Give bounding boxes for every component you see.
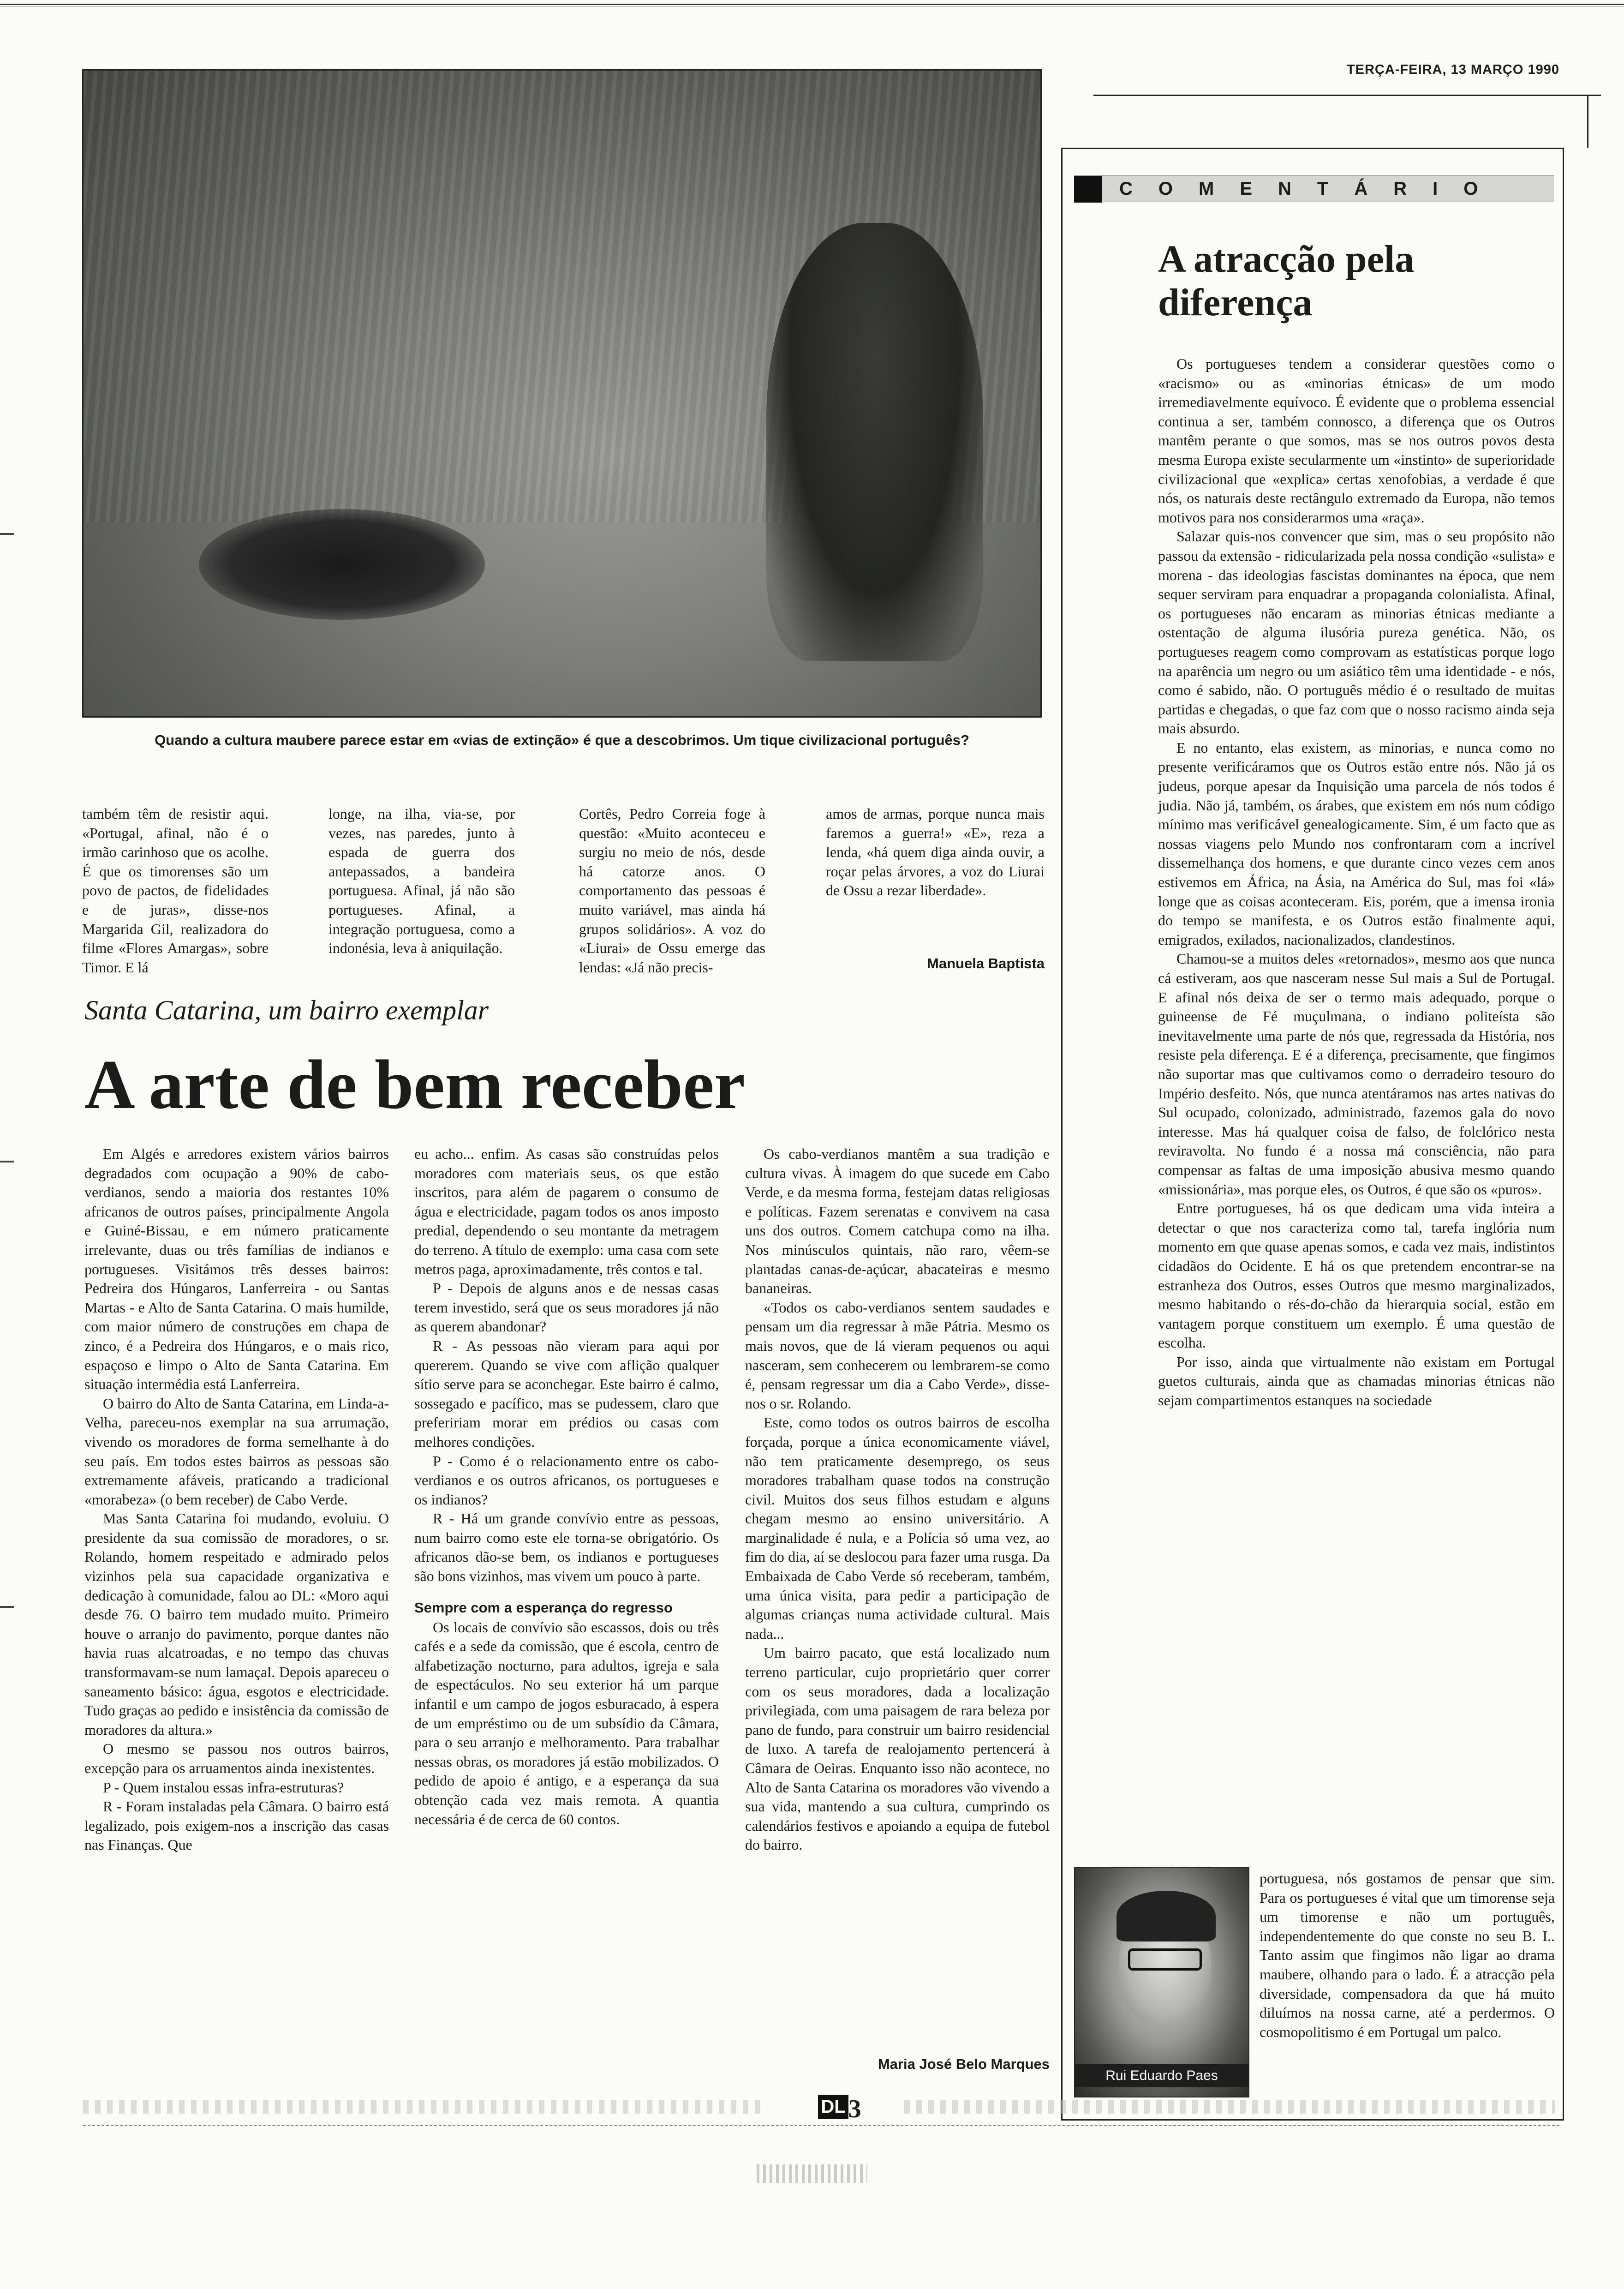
section-tag-label: COMENTÁRIO: [1119, 179, 1504, 199]
portrait-hair: [1116, 1891, 1216, 1941]
timor-paragraph: amos de armas, porque nunca mais faremos a guerra!» «E», reza a lenda, «há quem diga ainda ouvir, a roçar pelas árvores, a voz do Liurai de Ossu a rezar liberdade».: [826, 805, 1045, 899]
article-paragraph: P - Quem instalou essas infra-estruturas?: [103, 1779, 344, 1796]
article-paragraph: Este, como todos os outros bairros de escolha forçada, porque a única economicamente viável, não tem praticamente desemprego, os seus moradores trabalham quase todos na construção civil. Muitos dos seus filhos estudam e alguns chegam mesmo ao ensino universitário. A marginalidade é nula, e a Polícia só uma vez, ao fim do dia, aí se deslocou para fazer uma rusga. Da Embaixada de Cabo Verde só receberam, também, uma única visita, para pedir a participação de algumas crianças numa actividade cultural. Mais nada...: [745, 1414, 1050, 1642]
news-photo: [82, 69, 1042, 718]
bleed-through-text: [83, 2100, 766, 2114]
article-paragraph: P - Como é o relacionamento entre os cabo-verdianos e os outros africanos, os portugueses e os indianos?: [414, 1452, 719, 1508]
article-paragraph: R - Foram instaladas pela Câmara. O bairro está legalizado, pois exigem-nos a inscrição das casas nas Finanças. Que: [84, 1798, 389, 1853]
masthead-logo: DL: [818, 2095, 848, 2119]
article-paragraph: O bairro do Alto de Santa Catarina, em Linda-a-Velha, pareceu-nos exemplar na sua arrumação, vivendo os moradores de forma semelhante à do seu país. Em todos estes bairros as pessoas são extremamente afáveis, praticando a tradicional «morabeza» (o bem receber) de Cabo Verde.: [84, 1395, 389, 1508]
comment-paragraph: Salazar quis-nos convencer que sim, mas o seu propósito não passou da extensão - ridicularizada pela nossa condição «sulista» e morena - das ideologias fascistas dominantes na época, que nem sequer serviram para enquadrar a propaganda colonialista. Afinal, os portugueses não encaram as minorias étnicas mediante a ostentação de alguma ilusória pureza genética. Não, os portugueses reagem como comprovam as estatísticas porque logo na aparência um negro ou um asiático têm uma identidade - e nós, como é sabido, não. O português médio é o resultado de muitas partidas e chegadas, o que faz com que o nosso racismo ainda seja mais absurdo.: [1158, 528, 1555, 737]
margin-tick: [0, 533, 14, 535]
comment-paragraph: Entre portugueses, há os que dedicam uma vida inteira a detectar o que nos caracteriza como tal, tarefa inglória num momento em que quase apenas somos, e cada vez mais, indistintos cidadãos do Ocidente. E há os que pretendem encontrar-se na estranheza dos Outros, esses Outros que mesmo marginalizados, mesmo habitando o rés-do-chão da hierarquia social, estão em vantagem porque constituem um exemplo. É uma questão de escolha.: [1158, 1200, 1555, 1351]
comment-body: [1158, 354, 1555, 1410]
timor-article-col2: [328, 804, 515, 958]
section-tag-square: [1074, 176, 1102, 203]
article-paragraph: Mas Santa Catarina foi mudando, evoluiu. O presidente da sua comissão de moradores, o sr. Rolando, homem respeitado e admirado pelos vizinhos pela sua capacidade organizativa e dedicação à comunidade, falou ao DL: «Moro aqui desde 76. O bairro tem mudado muito. Primeiro houve o arranjo do pavimento, porque dantes não havia ruas alcatroadas, e no tempo das chuvas transformavam-se num lamaçal. Depois apareceu o saneamento básico: água, esgotos e electricidade. Tudo graças ao pedido e insistência da comissão de moradores da altura.»: [84, 1510, 389, 1738]
article-paragraph: Em Algés e arredores existem vários bairros degradados com ocupação a 90% de cabo-verdianos, sendo a maioria dos restantes 10% africanos de outros países, principalmente Angola e Guiné-Bissau, e em número praticamente irrelevante, duas ou três famílias de indianos e portugueses. Visitámos três desses bairros: Pedreira dos Húngaros, Lanferreira - ou Santas Martas - e Alto de Santa Catarina. O mais humilde, com maior número de construções em chapa de zinco, é a Pedreira dos Húngaros, e o mais rico, espaçoso e limpo o Alto de Santa Catarina. Em situação intermédia está Lanferreira.: [84, 1145, 389, 1393]
page-number: [780, 2094, 900, 2127]
bleed-through-text: [904, 2100, 1555, 2114]
comment-paragraph: Por isso, ainda que virtualmente não existam em Portugal guetos culturais, ainda que as chamadas minorias étnicas não sejam compartimentos estanques na sociedade: [1158, 1353, 1555, 1409]
santa-catarina-author: Maria José Belo Marques: [878, 2056, 1050, 2072]
dateline-rule: [1093, 95, 1601, 96]
author-portrait: [1074, 1867, 1249, 2097]
top-border-rule: [0, 4, 1624, 6]
article-paragraph: R - Há um grande convívio entre as pessoas, num bairro como este ele torna-se obrigatório. Os africanos dão-se bem, os indianos e portugueses são bons vizinhos, mas vivem um pouco à parte.: [414, 1510, 719, 1585]
article-headline: A arte de bem receber: [84, 1046, 746, 1123]
article-paragraph: P - Depois de alguns anos e de nessas casas terem investido, será que os seus moradores já não as querem abandonar?: [414, 1280, 719, 1335]
dateline: TERÇA-FEIRA, 13 MARÇO 1990: [1346, 62, 1559, 77]
comment-body-tail: [1260, 1869, 1555, 2042]
article-subhead: Sempre com a esperança do regresso: [414, 1599, 673, 1616]
timor-article-col4: [826, 804, 1045, 900]
timor-article-col1: [82, 804, 269, 977]
timor-paragraph: longe, na ilha, via-se, por vezes, nas paredes, junto à espada de guerra dos antepassados, a bandeira portuguesa. Afinal, já não são portugueses. Afinal, a integração portuguesa, como a indonésia, leva à aniquilação.: [328, 805, 515, 957]
portrait-caption: Rui Eduardo Paes: [1075, 2064, 1248, 2087]
photo-seated-figure: [766, 223, 983, 661]
page-number-value: 3: [848, 2095, 861, 2123]
santa-catarina-col1: [84, 1144, 389, 1855]
article-paragraph: Um bairro pacato, que está localizado num terreno particular, cujo proprietário quer correr com os seus moradores, dada a localização privilegiada, com uma paisagem de rara beleza por pano de fundo, para construir um bairro residencial de luxo. A tarefa de realojamento pertencerá à Câmara de Oeiras. Enquanto isso não acontece, no Alto de Santa Catarina os moradores vão vivendo a sua vida, mantendo a sua cultura, cumprindo os calendários festivos e apoiando a equipa de futebol do bairro.: [745, 1644, 1050, 1853]
bottom-rule: [83, 2125, 1559, 2126]
timor-paragraph: também têm de resistir aqui. «Portugal, afinal, não é o irmão carinhoso que os acolhe. É que os timorenses são um povo de pactos, de fidelidades e de juras», disse-nos Margarida Gil, realizadora do filme «Flores Amargas», sobre Timor. E lá: [82, 805, 269, 976]
comment-title: A atracção pela diferença: [1158, 238, 1415, 324]
margin-tick: [0, 1161, 14, 1162]
comment-paragraph: E no entanto, elas existem, as minorias, e nunca como no presente verificáramos que os Outros estão entre nós. Não já os judeus, porque apesar da Inquisição uma parcela de nós todos é judia. Não já, também, os árabes, que existem em nós num código mínimo mas verificável genealogicamente. Sim, é um facto que as nossas viagens pelo Mundo nos confrontaram com a incrível dissemelhança dos homens, e que durante cinco vezes cem anos estivemos em África, na Ásia, na América do Sul, mas foi «lá» longe que as coisas aconteceram. Eis, porém, que a imensa ironia do tempo se manifesta, e os Outros estão finalmente aqui, emigrados, exilados, nacionalizados, clandestinos.: [1158, 739, 1555, 948]
santa-catarina-col3: [745, 1144, 1050, 1855]
comment-section-tag: [1074, 175, 1554, 202]
comment-paragraph: Chamou-se a muitos deles «retornados», mesmo aos que nunca cá estiveram, aos que nasceram nesse Sul mais a Sul de Portugal. E afinal nós deixa de ser o termo mais adequado, porque o guineense de Fé muçulmana, o indiano politeísta são inevitavelmente uma parte de nós que, regressada da História, nos resiste pela diferença. E é a diferença, precisamente, que fingimos não suportar mas que cultivamos como o derradeiro tesouro do Império desfeito. Nós, que nunca atentáramos nas artes nativas do Sul ocupado, colonizado, administrado, fazemos gala do novo interesse. Mas há qualquer coisa de falso, de folclórico nesta reviravolta. No fundo é a nossa má consciência, não para compensar as faltas de uma imposição abusiva mesmo quando «missionária», mas porque eles, os Outros, é que são os «puros».: [1158, 950, 1555, 1198]
bottom-scan-mark: [757, 2164, 867, 2183]
santa-catarina-col2: [414, 1144, 719, 1829]
timor-author: Manuela Baptista: [927, 955, 1045, 971]
article-paragraph: eu acho... enfim. As casas são construídas pelos moradores com materiais seus, os que estão inscritos, para além de pagarem o consumo de água e electricidade, pagam todos os anos imposto predial, dependendo o seu montante da metragem do terreno. A título de exemplo: uma casa com sete metros paga, aproximadamente, três contos e tal.: [414, 1145, 719, 1277]
timor-article-col3: [579, 804, 765, 977]
portrait-glasses: [1128, 1948, 1202, 1971]
comment-paragraph: portuguesa, nós gostamos de pensar que sim. Para os portugueses é vital que um timorense seja um timorense e não um português, independentemente do que conste no seu B. I.. Tanto assim que fingimos não ligar ao drama maubere, olhando para o lado. É a atracção pela diversidade, compensadora da que há muito diluímos na nossa carne, até a perdermos. O cosmopolitismo é em Portugal um palco.: [1260, 1870, 1555, 2040]
photo-dark-object: [199, 509, 485, 620]
article-kicker: Santa Catarina, um bairro exemplar: [84, 995, 489, 1025]
comment-paragraph: Os portugueses tendem a considerar questões como o «racismo» ou as «minorias étnicas» de um modo irremediavelmente equívoco. É evidente que o problema essencial continua a ser, também connosco, a diferença que os Outros mantêm perante o que somos, mas se nos outros povos desta mesma Europa existe secularmente um «instinto» de superioridade civilizacional que «explica» certas xenofobias, a verdade é que nós, os naturais deste rectângulo extremado da Europa, não temos motivos para nos considerarmos uma «raça».: [1158, 355, 1555, 526]
article-paragraph: Os cabo-verdianos mantêm a sua tradição e cultura vivas. À imagem do que sucede em Cabo Verde, e da mesma forma, festejam datas religiosas e políticas. Fazem serenatas e convivem na casa uns dos outros. Comem catchupa como na ilha. Nos minúsculos quintais, não raro, vêem-se plantadas canas-de-açúcar, abacateiras e mesmo bananeiras.: [745, 1145, 1050, 1297]
photo-caption: Quando a cultura maubere parece estar em «vias de extinção» é que a descobrimos. Um tique civilizacional português?: [155, 732, 969, 748]
timor-paragraph: Cortês, Pedro Correia foge à questão: «Muito aconteceu e surgiu no meio de nós, desde há catorze anos. O comportamento das pessoas é muito variável, mas ainda há grupos solidários». A voz do «Liurai» de Ossu emerge das lendas: «Já não precis-: [579, 805, 765, 976]
article-paragraph: O mesmo se passou nos outros bairros, excepção para os arruamentos ainda inexistentes.: [84, 1740, 389, 1776]
margin-tick: [0, 1606, 14, 1608]
article-paragraph: R - As pessoas não vieram para aqui por quererem. Quando se vive com aflição qualquer sítio serve para se aconchegar. Este bairro é calmo, sossegado e pacífico, mas se pudessem, claro que prefeririam morar em prédios ou casas com melhores condições.: [414, 1337, 719, 1450]
article-paragraph: Os locais de convívio são escassos, dois ou três cafés e a sede da comissão, que é escola, centro de alfabetização nocturno, para adultos, igreja e sala de espectáculos. No seu exterior há um parque infantil e um campo de jogos esburacado, à espera de um empréstimo ou de um subsídio da Câmara, para o seu arranjo e melhoramento. Para trabalhar nessas obras, os moradores já estão mobilizados. O pedido de apoio é antigo, e a esperança da sua obtenção cada vez mais remota. A quantia necessária é de cerca de 60 contos.: [414, 1618, 719, 1828]
article-paragraph: «Todos os cabo-verdianos sentem saudades e pensam um dia regressar à mãe Pátria. Mesmo os mais novos, que de lá vieram pequenos ou aqui nasceram, sem conhecerem ou lembrarem-se como é, pensam regressar um dia a Cabo Verde», disse-nos o sr. Rolando.: [745, 1299, 1050, 1412]
dateline-rule-vertical: [1587, 95, 1588, 148]
